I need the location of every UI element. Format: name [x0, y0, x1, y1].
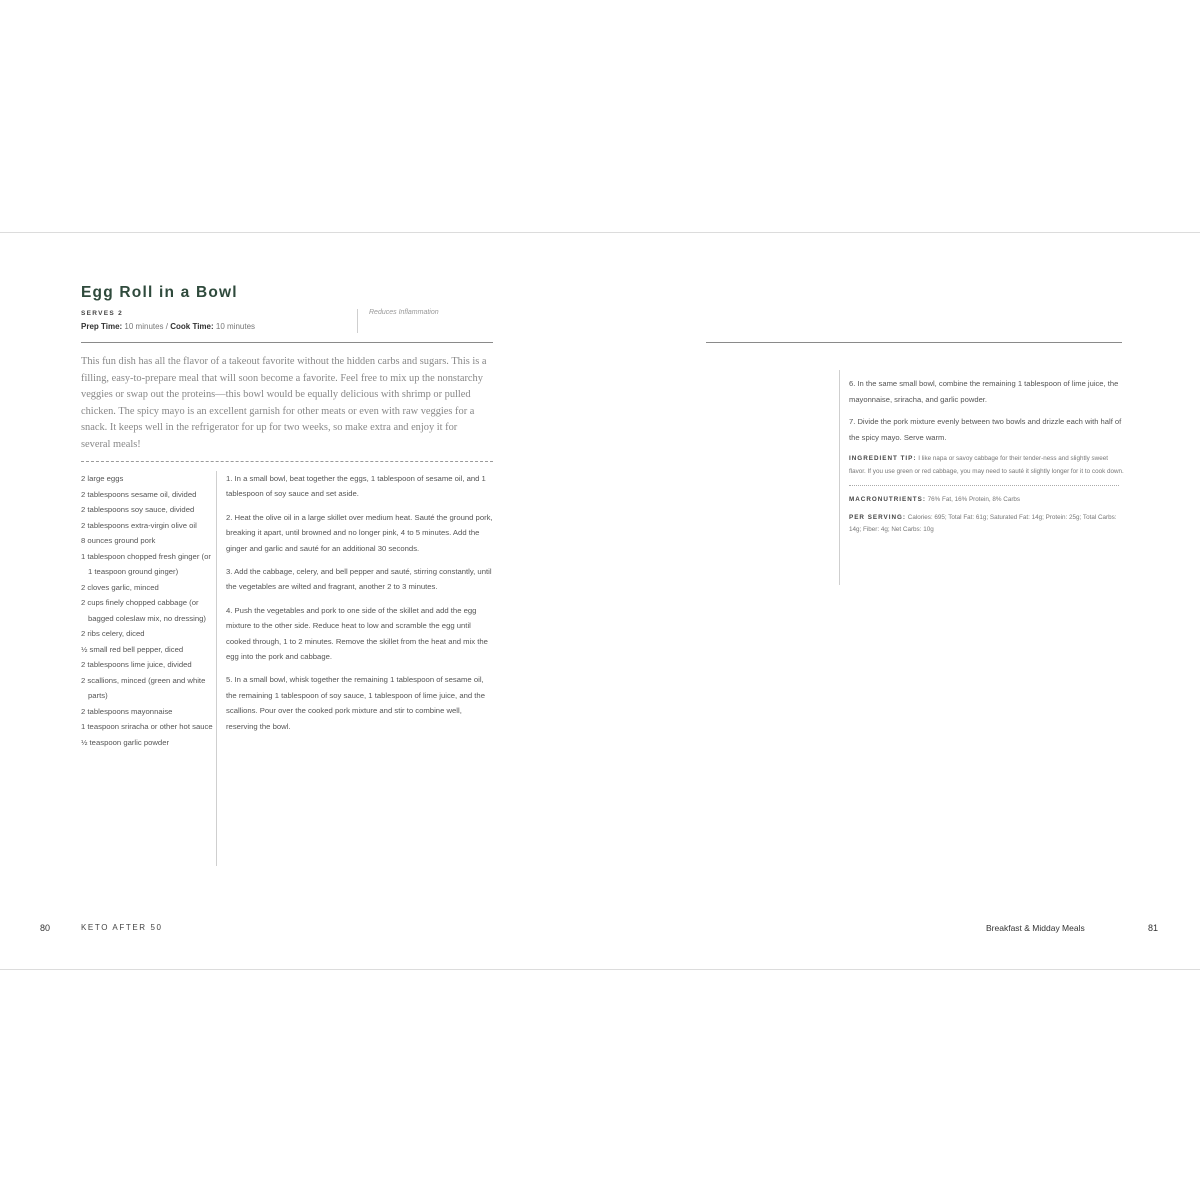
ingredients-list: [81, 471, 213, 750]
running-head-right: Breakfast & Midday Meals: [986, 923, 1085, 933]
running-head-left: KETO AFTER 50: [81, 923, 163, 932]
ingredient-item: 2 scallions, minced (green and white parts): [81, 675, 206, 700]
tip-label: INGREDIENT TIP:: [849, 455, 917, 462]
sidebar-divider: [839, 370, 840, 585]
ingredient-item: 2 large eggs: [81, 474, 124, 483]
method-steps: [226, 471, 494, 742]
header-divider: [357, 309, 358, 333]
book-spread: [0, 232, 1200, 970]
method-step: 3. Add the cabbage, celery, and bell pepper and sauté, stirring constantly, until the vegetables are wilted and fragrant, another 2 to 3 minutes.: [226, 567, 492, 592]
ingredient-item: 2 cloves garlic, minced: [81, 582, 159, 592]
page-number-left: 80: [40, 923, 51, 933]
right-column: [849, 376, 1124, 536]
top-rule-right: [706, 342, 1122, 343]
benefit-tag: Reduces Inflammation: [369, 309, 439, 316]
cook-time-label: Cook Time:: [170, 322, 214, 331]
title-rule: [81, 342, 493, 343]
intro-rule: [81, 461, 493, 462]
page-number-right: 81: [1148, 923, 1159, 933]
ingredient-item: 1 teaspoon sriracha or other hot sauce: [81, 722, 213, 731]
ingredient-item: 2 tablespoons lime juice, divided: [81, 660, 192, 669]
method-steps-continued: [849, 376, 1124, 445]
serving-label: PER SERVING:: [849, 514, 907, 521]
prep-time-label: Prep Time:: [81, 322, 123, 331]
ingredient-item: 2 cups finely chopped cabbage (or bagged coleslaw mix, no dressing): [81, 598, 206, 623]
serving-text: Calories: 695; Total Fat: 61g; Saturated Fat: 14g; Protein: 25g; Total Carbs: 14g; Fiber: 4g; Net Carbs: 10g: [849, 514, 1117, 533]
ingredient-item: ½ small red bell pepper, diced: [81, 644, 184, 654]
ingredient-item: 2 tablespoons sesame oil, divided: [81, 489, 197, 499]
tip-rule: [849, 485, 1119, 486]
method-step: 4. Push the vegetables and pork to one side of the skillet and add the egg mixture to the other side. Reduce heat to low and scramble the egg until cooked through, 1 to 2 minutes. Remove the skillet from the heat and mix the egg into the pork and cabbage.: [226, 605, 488, 662]
macro-text: 76% Fat, 16% Protein, 8% Carbs: [925, 496, 1021, 503]
prep-cook-times: [81, 322, 255, 331]
method-step: 7. Divide the pork mixture evenly between two bowls and drizzle each with half of the spicy mayo. Serve warm.: [849, 417, 1122, 442]
ingredient-item: 2 tablespoons soy sauce, divided: [81, 505, 195, 514]
recipe-title: Egg Roll in a Bowl: [81, 284, 238, 301]
ingredient-tip: [849, 453, 1124, 478]
ingredients-divider: [216, 471, 217, 866]
serves-label: SERVES 2: [81, 310, 124, 317]
ingredient-item: 2 tablespoons extra-virgin olive oil: [81, 520, 197, 530]
ingredient-item: ½ teaspoon garlic powder: [81, 737, 170, 747]
macronutrients: [849, 494, 1124, 506]
tip-text: I like napa or savoy cabbage for their tender-ness and slightly sweet flavor. If you use green or red cabbage, you may need to sauté it slightly longer for it to cook down.: [849, 455, 1124, 475]
recipe-intro: This fun dish has all the flavor of a takeout favorite without the hidden carbs and sugars. This is a filling, easy-to-prepare meal that will soon become a favorite. Feel free to mix up the nonstarchy veggies or swap out the proteins—this bowl would be equally delicious with shrimp or pulled chicken. The spicy mayo is an excellent garnish for other meats or even with raw veggies for a snack. It keeps well in the refrigerator for up for two weeks, so make extra and enjoy it for several meals!: [81, 356, 487, 450]
ingredient-item: 2 tablespoons mayonnaise: [81, 706, 173, 716]
ingredient-item: 8 ounces ground pork: [81, 536, 156, 545]
per-serving: [849, 512, 1124, 536]
method-step: 6. In the same small bowl, combine the remaining 1 tablespoon of lime juice, the mayonnaise, sriracha, and garlic powder.: [849, 379, 1119, 404]
cook-time-value: 10 minutes: [213, 322, 256, 331]
method-step: 5. In a small bowl, whisk together the remaining 1 tablespoon of sesame oil, the remaining 1 tablespoon of soy sauce, 1 tablespoon of lime juice, and the scallions. Pour over the cooked pork mixture and stir to combine well, reserving the bowl.: [226, 675, 485, 731]
method-step: 1. In a small bowl, beat together the eggs, 1 tablespoon of sesame oil, and 1 tablespoon of soy sauce and set aside.: [226, 474, 486, 499]
macro-label: MACRONUTRIENTS:: [849, 496, 926, 503]
method-step: 2. Heat the olive oil in a large skillet over medium heat. Sauté the ground pork, breaking it apart, until browned and no longer pink, 4 to 5 minutes. Add the ginger and garlic and sauté for an additional 30 seconds.: [226, 512, 493, 553]
ingredient-item: 2 ribs celery, diced: [81, 629, 145, 638]
ingredient-item: 1 tablespoon chopped fresh ginger (or 1 teaspoon ground ginger): [81, 551, 211, 576]
prep-time-value: 10 minutes /: [122, 322, 171, 331]
